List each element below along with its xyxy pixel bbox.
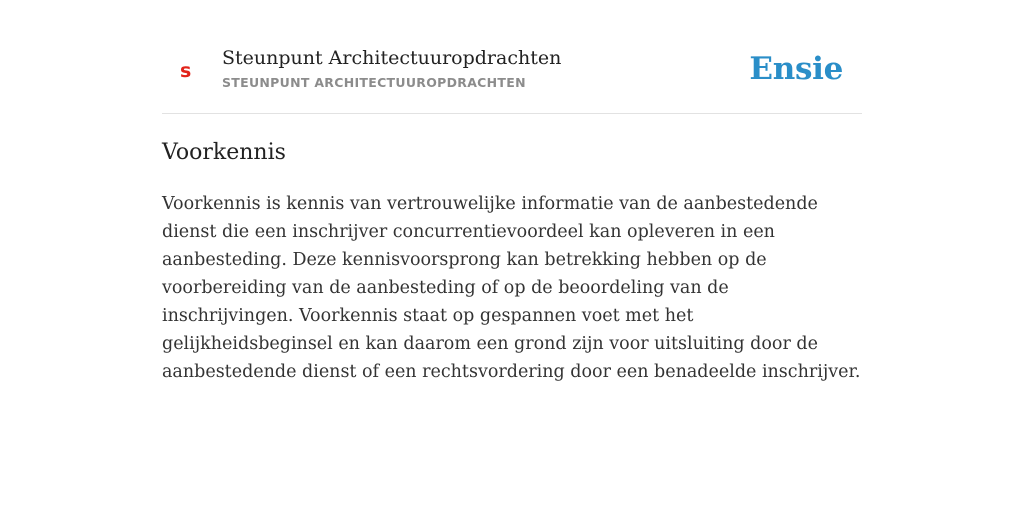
source-subtitle: STEUNPUNT ARCHITECTUUROPDRACHTEN: [222, 75, 526, 90]
header: [162, 0, 862, 114]
ensie-logo[interactable]: Ensie: [749, 51, 843, 87]
article-title: Voorkennis: [162, 140, 286, 165]
source-title[interactable]: Steunpunt Architectuuropdrachten: [222, 47, 562, 69]
source-logo-icon[interactable]: s: [180, 60, 192, 82]
page: [162, 0, 862, 382]
article-body: Voorkennis is kennis van vertrouwelijke informatie van de aanbestedende dienst die een inschrijver concurrentievoordeel kan opleveren in een aanbesteding. Deze kennisvoorsprong kan betrekking hebben op de voorbereiding van de aanbesteding of op de beoordeling van de inschrijvingen. Voorkennis staat op gespannen voet met het gelijkheidsbeginsel en kan daarom een grond zijn voor uitsluiting door de aanbestedende dienst of een rechtsvordering door een benadeelde inschrijver.: [162, 194, 861, 382]
